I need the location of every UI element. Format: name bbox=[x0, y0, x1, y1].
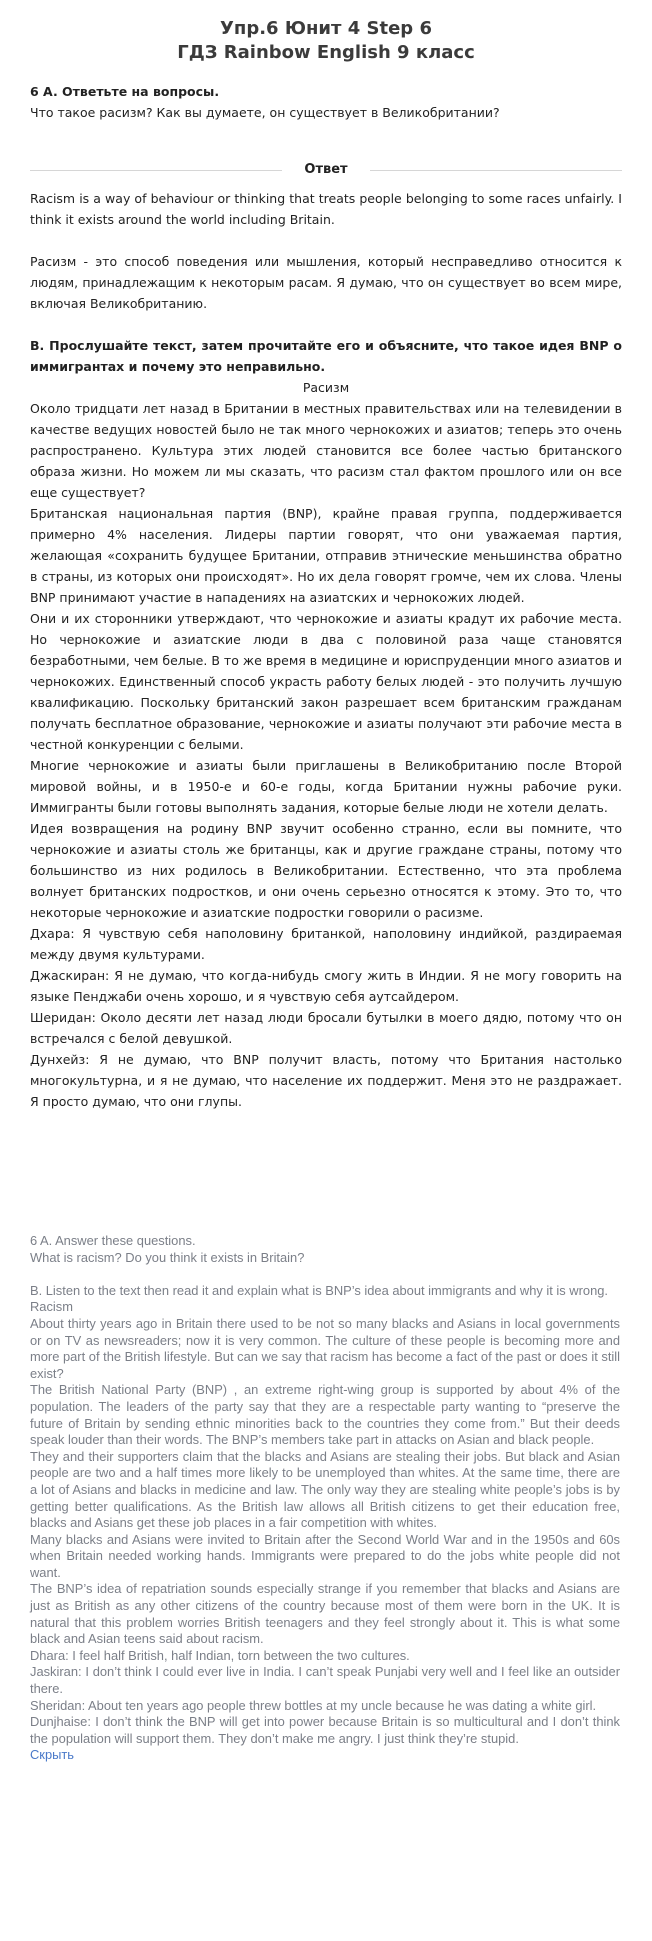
task-a-heading: 6 A. Ответьте на вопросы. bbox=[30, 84, 220, 99]
task-a-question: Что такое расизм? Как вы думаете, он существует в Великобритании? bbox=[30, 105, 500, 120]
en-paragraph-4: Many blacks and Asians were invited to Britain after the Second World War and in the 1950s and 60s when Britain needed working hands. Immigrants were prepared to do the jobs white people did not want. bbox=[30, 1531, 620, 1580]
en-paragraph-1: About thirty years ago in Britain there used to be not so many blacks and Asians in local governments or on TV as newsreaders; now it is very common. The culture of these people is becoming more and more part of the British lifestyle. But can we say that racism has become a fact of the past or does it still exist? bbox=[30, 1315, 620, 1381]
task-a bbox=[30, 81, 622, 123]
answer-label: Ответ bbox=[304, 162, 348, 177]
task-b-heading: B. Прослушайте текст, затем прочитайте его и объясните, что такое идея BNP о иммигрантах и почему это неправильно. bbox=[30, 338, 622, 374]
page-title bbox=[30, 0, 622, 65]
en-quote-dunjhaise: Dunjhaise: I don’t think the BNP will get into power because Britain is so multicultural and I don’t think the population will support them. They don’t make me angry. I just think they’re stupid. bbox=[30, 1714, 620, 1746]
en-paragraph-3: They and their supporters claim that the blacks and Asians are stealing their jobs. But black and Asian people are two and a half times more likely to be unemployed than whites. At the same time, there are a lot of Asians and blacks in medicine and law. The only way they are stealing white people’s jobs is by getting better qualifications. As the British law allows all British citizens to get their education free, blacks and Asians get these job places in a fair competition with whites. bbox=[30, 1448, 620, 1531]
en-task-a-heading: 6 A. Answer these questions. bbox=[30, 1233, 196, 1248]
en-quote-dhara: Dhara: I feel half British, half Indian, torn between the two cultures. bbox=[30, 1647, 410, 1663]
title-line-2: ГДЗ Rainbow English 9 класс bbox=[177, 42, 475, 63]
title-line-1: Упр.6 Юнит 4 Step 6 bbox=[220, 18, 432, 39]
divider-line-right bbox=[370, 170, 622, 171]
en-paragraph-5: The BNP’s idea of repatriation sounds especially strange if you remember that blacks and Asians are just as British as any other citizens of the country because most of them were born in the UK. It is natural that this problem worries British teenagers and they feel strongly about it. This is what some black and Asian teens said about racism. bbox=[30, 1581, 620, 1647]
en-text-title: Racism bbox=[30, 1299, 73, 1315]
divider-line-left bbox=[30, 170, 282, 171]
text-title: Расизм bbox=[302, 380, 350, 395]
en-paragraph-2: The British National Party (BNP) , an extreme right-wing group is supported by about 4% of the population. The leaders of the party say that they are a respectable party wanting to “preserve the future of Britain by sending ethnic minorities back to the countries they come from.” But their deeds speak louder than their words. The BNP’s members take part in attacks on Asian and black people. bbox=[30, 1382, 620, 1448]
ru-paragraph-4: Многие чернокожие и азиаты были приглашены в Великобританию после Второй мировой войны, и в 1950-е и 60-е годы, когда Британии нужны рабочие руки. Иммигранты были готовы выполнять задания, которые белые люди не хотели делать. bbox=[30, 758, 622, 815]
en-quote-jaskiran: Jaskiran: I don’t think I could ever live in India. I can’t speak Punjabi very well and I feel like an outsider there. bbox=[30, 1664, 620, 1697]
ru-paragraph-2: Британская национальная партия (BNP), крайне правая группа, поддерживается примерно 4% населения. Лидеры партии говорят, что они уважаемая партия, желающая «сохранить будущее Британии, отправив этнические меньшинства обратно в страны, из которых они происходят». Но их дела говорят громче, чем их слова. Члены BNP принимают участие в нападениях на азиатских и чернокожих людей. bbox=[30, 506, 622, 605]
en-task-a-question: What is racism? Do you think it exists in Britain? bbox=[30, 1249, 305, 1265]
en-quote-sheridan: Sheridan: About ten years ago people threw bottles at my uncle because he was dating a white girl. bbox=[30, 1697, 597, 1713]
ru-quote-sheridan: Шеридан: Около десяти лет назад люди бросали бутылки в моего дядю, потому что он встречался с белой девушкой. bbox=[30, 1010, 622, 1046]
ru-paragraph-3: Они и их сторонники утверждают, что чернокожие и азиаты крадут их рабочие места. Но чернокожие и азиатские люди в два с половиной раза чаще становятся безработными, чем белые. В то же время в медицине и юриспруденции много азиатов и чернокожих. Единственный способ украсть работу белых людей - это получить лучшую квалификацию. Поскольку британский закон разрешает всем британским гражданам получать бесплатное образование, чернокожие и азиаты получают эти рабочие места в честной конкуренции с белыми. bbox=[30, 611, 622, 752]
content bbox=[30, 0, 622, 1112]
ru-paragraph-5: Идея возвращения на родину BNP звучит особенно странно, если вы помните, что чернокожие и азиаты столь же британцы, как и другие граждане страны, потому что большинство из них родилось в Великобритании. Естественно, что эта проблема волнует британских подростков, и они очень серьезно относятся к этому. Это то, что некоторые чернокожие и азиатские подростки говорили о расизме. bbox=[30, 821, 622, 920]
answer-divider bbox=[30, 160, 622, 180]
answer-a-russian: Расизм - это способ поведения или мышления, который несправедливо относится к людям, принадлежащим к некоторым расам. Я думаю, что он существует во всем мире, включая Великобританию. bbox=[30, 254, 622, 311]
ru-quote-dunjhaise: Дунхейз: Я не думаю, что BNP получит власть, потому что Британия настолько многокультурна, и я не думаю, что население их поддержит. Меня это не раздражает. Я просто думаю, что они глупы. bbox=[30, 1052, 622, 1109]
hide-link[interactable]: Скрыть bbox=[30, 1747, 75, 1763]
original-task-text bbox=[30, 1233, 620, 1764]
ru-quote-dhara: Дхара: Я чувствую себя наполовину британкой, наполовину индийкой, раздираемая между двумя культурами. bbox=[30, 926, 622, 962]
en-task-b-heading: B. Listen to the text then read it and explain what is BNP’s idea about immigrants and why it is wrong. bbox=[30, 1282, 609, 1298]
ru-quote-jaskiran: Джаскиран: Я не думаю, что когда-нибудь смогу жить в Индии. Я не могу говорить на языке Пенджаби очень хорошо, и я чувствую себя аутсайдером. bbox=[30, 968, 622, 1004]
ru-paragraph-1: Около тридцати лет назад в Британии в местных правительствах или на телевидении в качестве ведущих новостей было не так много чернокожих и азиатов; теперь это очень распространено. Культура этих людей становится все более частью британского образа жизни. Но можем ли мы сказать, что расизм стал фактом прошлого или он все еще существует? bbox=[30, 401, 622, 500]
answer-a-english: Racism is a way of behaviour or thinking that treats people belonging to some races unfairly. I think it exists around the world including Britain. bbox=[30, 191, 622, 227]
